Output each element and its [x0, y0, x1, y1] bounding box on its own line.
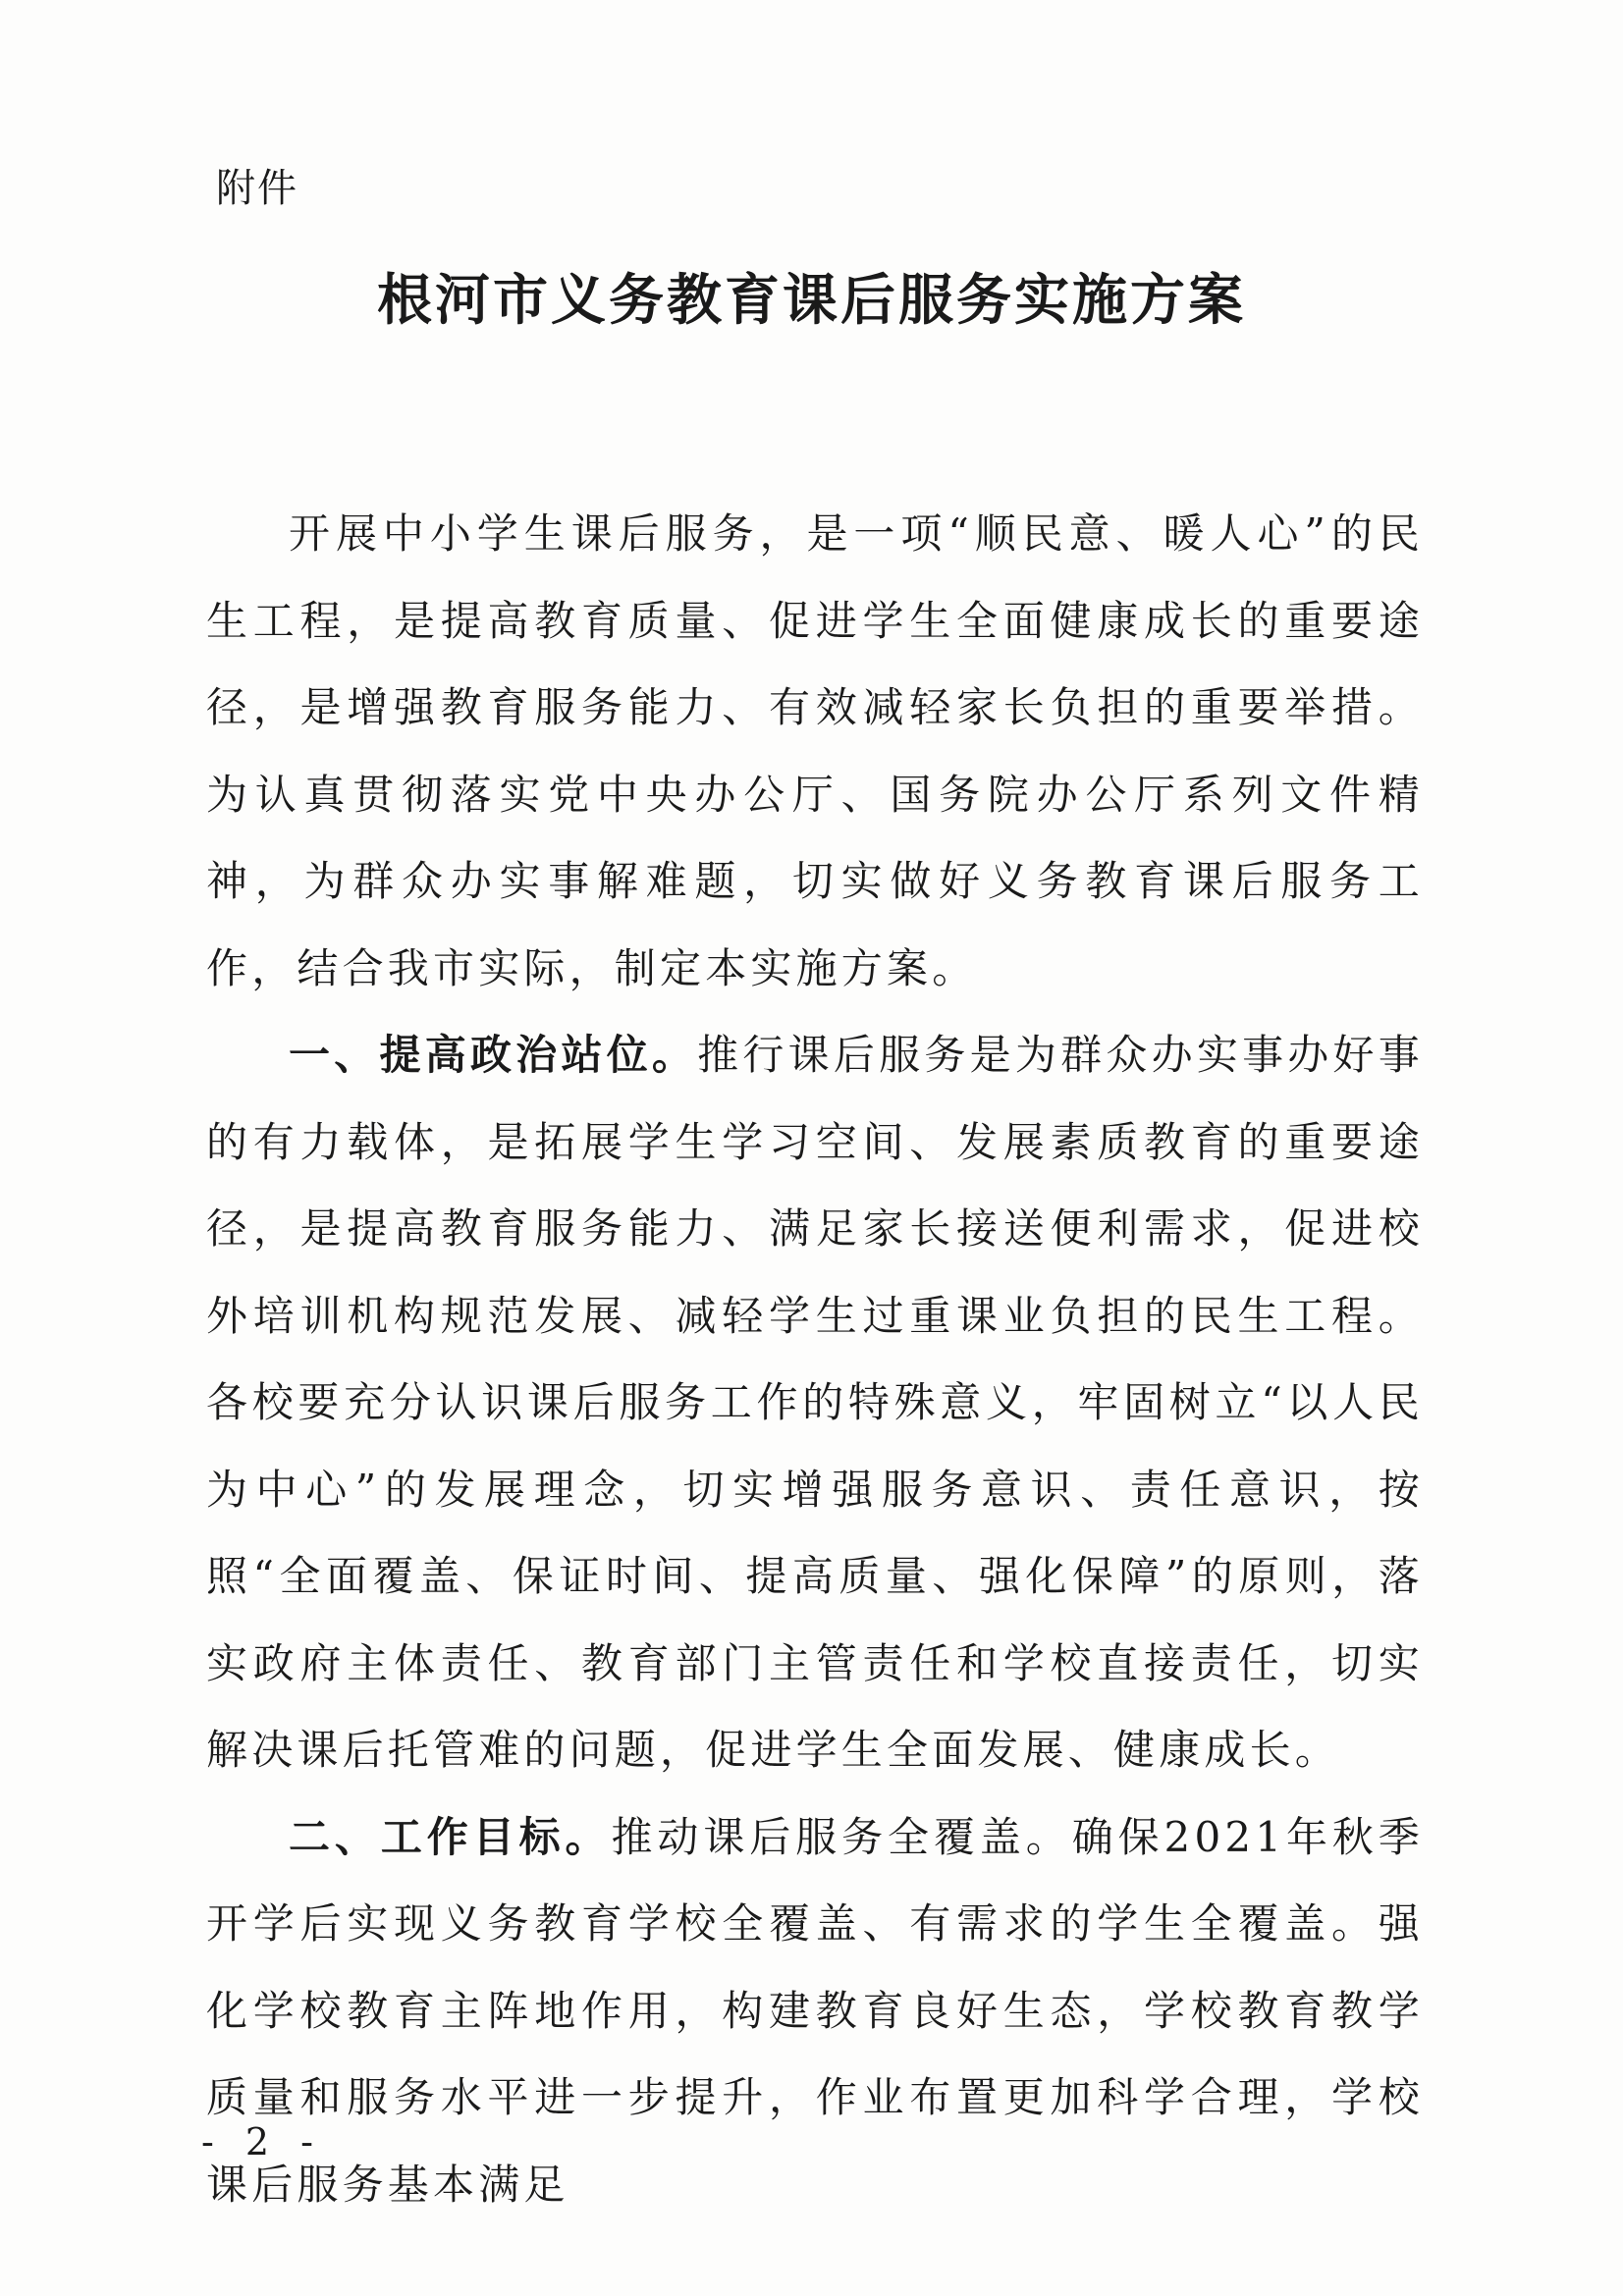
document-title: 根河市义务教育课后服务实施方案 — [377, 269, 1246, 333]
attachment-label: 附件 — [216, 166, 298, 211]
section-heading-1: 一、提高政治站位。 — [289, 1031, 698, 1079]
section-text-1: 推行课后服务是为群众办实事办好事的有力载体，是拓展学生学习空间、发展素质教育的重要途径，是提高教育服务能力、满足家长接送便利需求，促进校外培训机构规范发展、减轻学生过重课业负担的民生工程。各校要充分认识课后服务工作的特殊意义，牢固树立“以人民为中心”的发展理念，切实增强服务意识、责任意识，按照“全面覆盖、保证时间、提高质量、强化保障”的原则，落实政府主体责任、教育部门主管责任和学校直接责任，切实解决课后托管难的问题，促进学生全面发展、健康成长。 — [206, 1031, 1424, 1774]
section-paragraph-1 — [206, 1012, 1424, 1794]
document-body — [206, 491, 1424, 2228]
section-heading-2: 二、工作目标。 — [289, 1812, 612, 1861]
intro-paragraph: 开展中小学生课后服务，是一项“顺民意、暖人心”的民生工程，是提高教育质量、促进学生全面健康成长的重要途径，是增强教育服务能力、有效减轻家长负担的重要举措。为认真贯彻落实党中央办公厅、国务院办公厅系列文件精神，为群众办实事解难题，切实做好义务教育课后服务工作，结合我市实际，制定本实施方案。 — [206, 509, 1424, 992]
section-paragraph-2 — [206, 1794, 1424, 2229]
page-number: - 2 - — [201, 2120, 324, 2163]
section-text-2: 推动课后服务全覆盖。确保2021年秋季开学后实现义务教育学校全覆盖、有需求的学生全覆盖。强化学校教育主阵地作用，构建教育良好生态，学校教育教学质量和服务水平进一步提升，作业布置更加科学合理，学校课后服务基本满足 — [206, 1812, 1424, 2209]
